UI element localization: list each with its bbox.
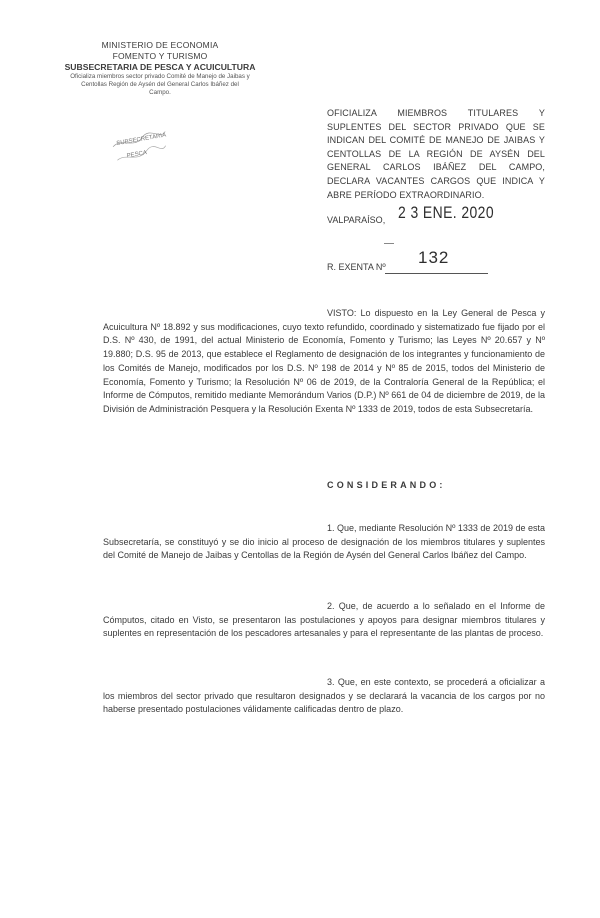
considerando-heading: CONSIDERANDO: bbox=[327, 480, 446, 490]
official-stamp bbox=[109, 127, 172, 173]
place-label: VALPARAÍSO, bbox=[327, 215, 386, 225]
considerando-item-3: 3. Que, en este contexto, se procederá a oficializar a los miembros del sector privado que resultaron designados y se declarará la vacancia de los cargos por no haberse presentado postulaciones válidamente calificadas dentro de plazo. bbox=[103, 677, 545, 715]
considerando-item-1: 1. Que, mediante Resolución Nº 1333 de 2019 de esta Subsecretaría, se constituyó y se dio inicio al proceso de designación de los miembros titulares y suplentes del Comité de Manejo de Jaibas y Centollas de la Región de Aysén del General Carlos Ibáñez del Campo. bbox=[103, 523, 545, 561]
ministry-header bbox=[60, 40, 260, 97]
resolution-number-label: R. EXENTA Nº bbox=[327, 262, 386, 272]
resolution-number: 132 bbox=[418, 248, 450, 267]
considerando-item-2: 2. Que, de acuerdo a lo señalado en el Informe de Cómputos, citado en Visto, se presentaron las postulaciones y apoyos para designar miembros titulares y suplentes en representación de los pescadores artesanales y para el representante de las plantas de proceso. bbox=[103, 601, 545, 639]
number-dash-mark bbox=[384, 243, 394, 244]
visto-paragraph: VISTO: Lo dispuesto en la Ley General de Pesca y Acuicultura Nº 18.892 y sus modificaciones, cuyo texto refundido, coordinado y sistematizado fue fijado por el D.S. Nº 430, de 1991, del actual Ministerio de Economía, Fomento y Turismo; las Leyes Nº 20.657 y Nº 19.880; D.S. 95 de 2013, que establece el Reglamento de designación de los integrantes y funcionamiento de los Comités de Manejo, modificados por los D.S. Nº 198 de 2014 y Nº 85 de 2015, todos del Ministerio de Economía, Fomento y Turismo; la Resolución Nº 06 de 2019, de la Contraloría General de la República; el Informe de Cómputos, remitido mediante Memorándum Varios (D.P.) Nº 661 de 04 de diciembre de 2019, de la División de Administración Pesquera y la Resolución Exenta Nº 1333 de 2019, todos de esta Subsecretaría. bbox=[103, 308, 545, 414]
header-note-line1: Oficializa miembros sector privado Comité de Manejo de Jaibas y bbox=[70, 73, 250, 80]
undersecretary-name: SUBSECRETARIA DE PESCA Y ACUICULTURA bbox=[64, 62, 256, 72]
stamp-text-line1: SUBSECRETARIA bbox=[116, 132, 167, 148]
ministry-name: MINISTERIO DE ECONOMIA bbox=[101, 40, 219, 50]
resolution-date: 2 3 ENE. 2020 bbox=[398, 203, 495, 222]
ministry-subname: FOMENTO Y TURISMO bbox=[112, 51, 208, 61]
resolution-number-underline bbox=[385, 273, 488, 274]
header-note-line2: Centollas Región de Aysén del General Carlos Ibáñez del bbox=[81, 81, 239, 88]
header-note-line3: Campo. bbox=[149, 89, 171, 96]
stamp-text-line2: PESCA bbox=[126, 150, 148, 160]
resolution-title: OFICIALIZA MIEMBROS TITULARES Y SUPLENTES DEL SECTOR PRIVADO QUE SE INDICAN DEL COMITÉ DE MANEJO DE JAIBAS Y CENTOLLAS DE LA REGIÓN DE AYSÉN DEL GENERAL CARLOS IBÁÑEZ DEL CAMPO, DECLARA VACANTES CARGOS QUE INDICA Y ABRE PERÍODO EXTRAORDINARIO. bbox=[327, 108, 545, 200]
